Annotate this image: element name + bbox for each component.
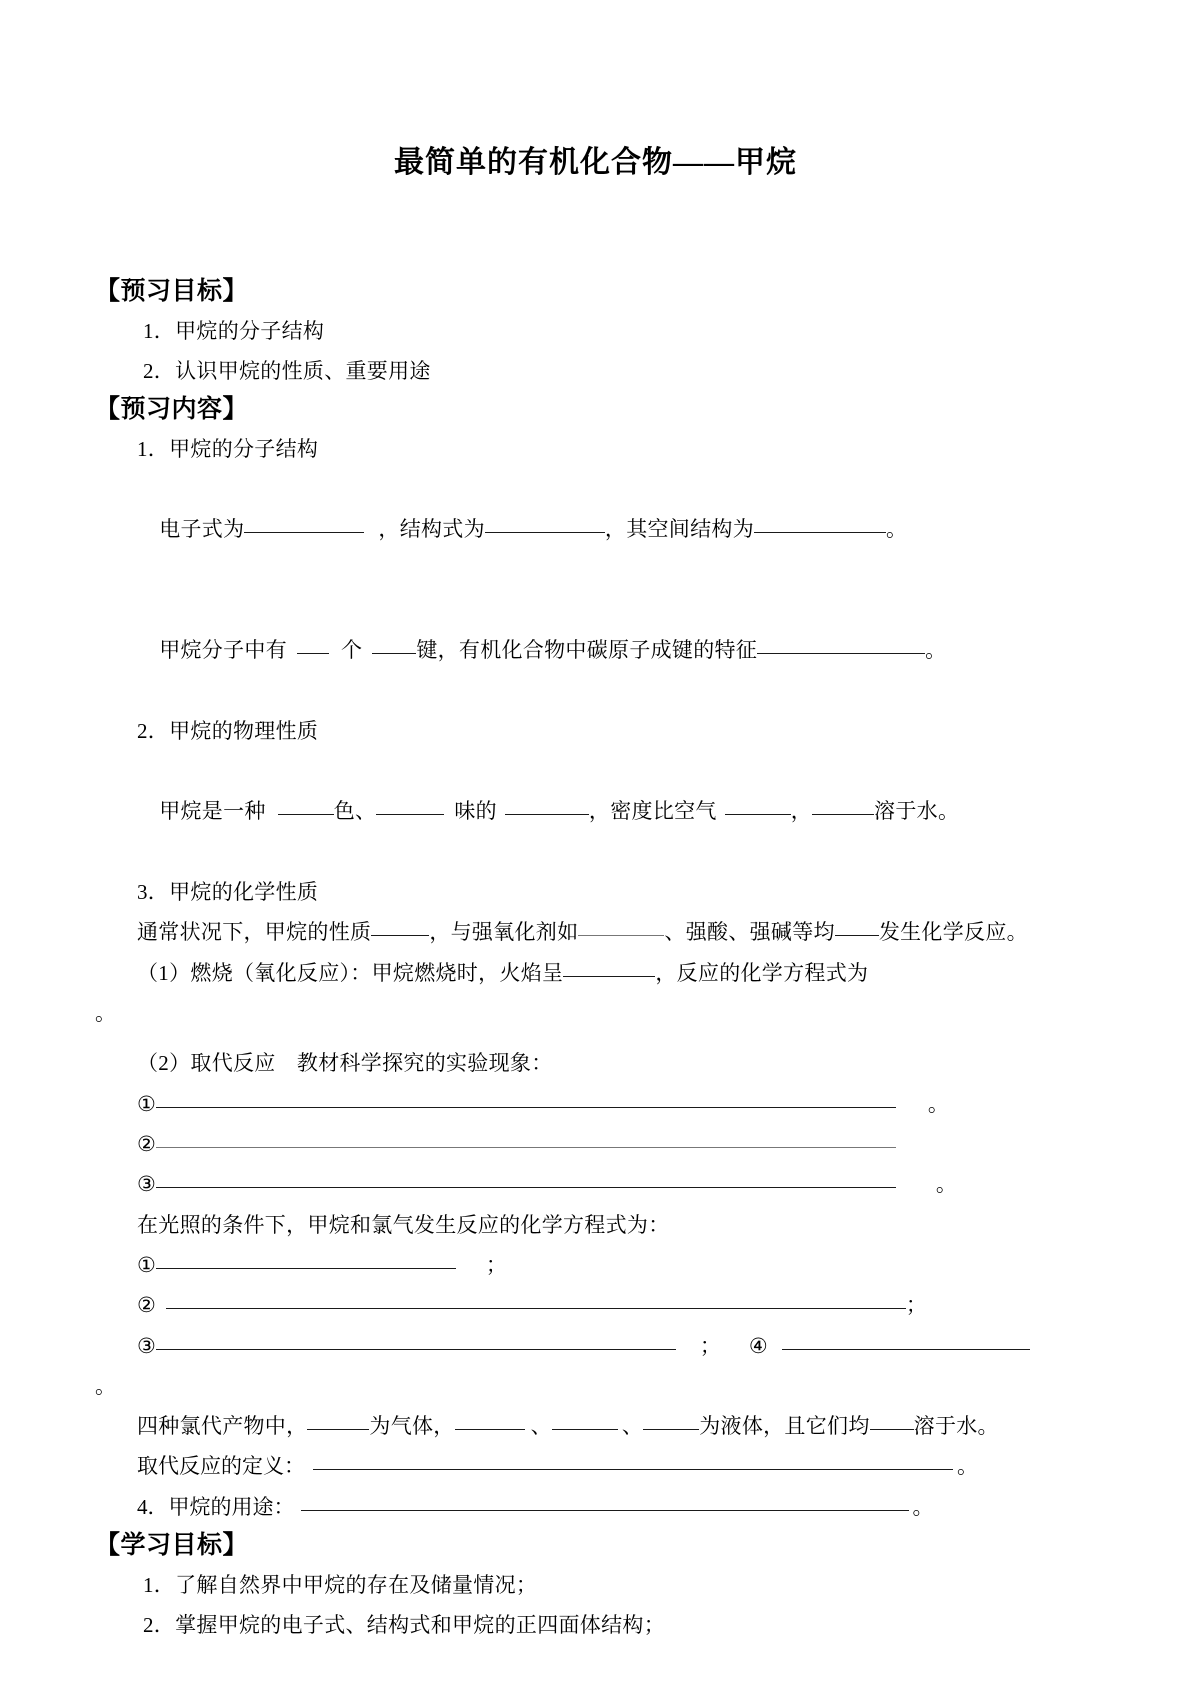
blank-chem-property[interactable] (371, 934, 429, 936)
usage-label: 4．甲烷的用途： (137, 1494, 295, 1519)
blank-spatial-structure-1[interactable] (754, 531, 802, 533)
equation-row-3 (95, 1326, 1096, 1366)
blank-phenomenon-1[interactable] (156, 1106, 896, 1108)
electron-formula-label-a: 电子式为 (159, 517, 245, 542)
usage-period: 。 (912, 1494, 934, 1519)
blank-equation-3[interactable] (156, 1348, 676, 1350)
blank-odor[interactable] (376, 813, 444, 815)
blank-bond-type[interactable] (372, 652, 416, 654)
blank-products-solubility[interactable] (870, 1428, 914, 1430)
content-item-1-title: 1．甲烷的分子结构 (137, 436, 319, 461)
phenomenon-marker-3: ③ (137, 1172, 156, 1197)
products-label-d: 、 (621, 1414, 644, 1439)
content-item-2-title: 2．甲烷的物理性质 (137, 718, 319, 743)
study-goal-item-1: 1．了解自然界中甲烷的存在及储量情况； (143, 1572, 538, 1597)
blank-flame-color[interactable] (563, 975, 655, 977)
blank-equation-1[interactable] (156, 1267, 456, 1269)
blank-liquid-product-2[interactable] (552, 1428, 618, 1430)
blank-equation-4[interactable] (782, 1348, 1030, 1350)
title-spacer (95, 181, 1096, 273)
equation-marker-1: ① (137, 1252, 156, 1277)
equations-period: 。 (95, 1373, 116, 1398)
products-label-a: 四种氯代产物中， (137, 1414, 308, 1439)
blank-substitution-definition[interactable] (313, 1468, 953, 1470)
electron-formula-label-c: ，其空间结构为 (604, 517, 755, 542)
chem-label-c: 、强酸、强碱等均 (664, 920, 835, 945)
blank-spatial-structure-2[interactable] (802, 531, 886, 533)
phys-label-b: 色、 (333, 799, 377, 824)
blank-structural-formula[interactable] (485, 531, 605, 533)
blank-oxidizer[interactable] (578, 934, 664, 936)
preview-goal-item-1: 1．甲烷的分子结构 (143, 318, 325, 343)
combustion-label-a: （1）燃烧（氧化反应）：甲烷燃烧时，火焰呈 (137, 960, 564, 985)
blank-gas-product[interactable] (307, 1428, 369, 1430)
products-label-b: 为气体， (369, 1414, 455, 1439)
products-paragraph (95, 1406, 1096, 1446)
products-label-f: 溶于水。 (913, 1414, 999, 1439)
bond-period: 。 (925, 638, 947, 663)
phys-label-f: 溶于水。 (874, 799, 960, 824)
page-title: 最简单的有机化合物——甲烷 (394, 146, 797, 179)
blank-liquid-product-3[interactable] (643, 1428, 699, 1430)
electron-formula-label-b: ，结构式为 (378, 517, 485, 542)
blank-state[interactable] (505, 813, 589, 815)
content-item-3-title: 3．甲烷的化学性质 (137, 880, 319, 905)
usage-row (95, 1487, 1096, 1527)
bond-count-line (95, 590, 1096, 711)
phenomenon-row-1 (95, 1084, 1096, 1124)
equation-tail-2: ； (905, 1293, 927, 1318)
preview-content-heading: 【预习内容】 (95, 396, 249, 424)
equation-tail-3: ； (699, 1333, 721, 1358)
phenomenon-row-3 (95, 1164, 1096, 1204)
blank-phenomenon-2[interactable] (156, 1146, 896, 1148)
blank-equation-2[interactable] (166, 1307, 906, 1309)
substitution-title: （2）取代反应 教材科学探究的实验现象： (137, 1051, 553, 1076)
blank-color[interactable] (278, 813, 334, 815)
blank-carbon-bond-feature[interactable] (757, 652, 925, 654)
blank-phenomenon-3[interactable] (156, 1186, 896, 1188)
combustion-paragraph (95, 953, 1096, 993)
phenomenon-tail-1: 。 (927, 1091, 949, 1116)
blank-density[interactable] (725, 813, 791, 815)
physical-properties-line (95, 751, 1096, 872)
definition-period: 。 (957, 1454, 978, 1479)
equation-row-1 (95, 1245, 1096, 1285)
blank-bond-count[interactable] (297, 652, 329, 654)
blank-liquid-product-1[interactable] (455, 1428, 525, 1430)
gap-before-substitution (95, 1033, 1096, 1043)
bond-label-c: 键，有机化合物中碳原子成键的特征 (416, 638, 758, 663)
blank-reaction-negation[interactable] (835, 934, 879, 936)
study-goals-heading: 【学习目标】 (95, 1532, 249, 1560)
combustion-period: 。 (95, 1001, 116, 1025)
phys-label-a: 甲烷是一种 (159, 799, 266, 824)
definition-row (95, 1446, 1096, 1486)
phys-label-d: ，密度比空气 (588, 799, 717, 824)
phenomenon-marker-1: ① (137, 1091, 156, 1116)
preview-goals-heading: 【预习目标】 (95, 278, 249, 305)
equation-marker-4: ④ (748, 1333, 768, 1358)
chem-label-b: ，与强氧化剂如 (429, 920, 579, 945)
chem-label-a: 通常状况下，甲烷的性质 (137, 920, 372, 945)
blank-methane-usage[interactable] (301, 1509, 909, 1511)
equation-marker-2: ② (137, 1293, 156, 1318)
blank-solubility[interactable] (812, 813, 874, 815)
phys-label-c: 味的 (454, 799, 497, 824)
electron-formula-line (95, 469, 1096, 590)
phys-label-e: ， (790, 799, 813, 824)
bond-label-b: 个 (341, 638, 363, 663)
combustion-label-b: ，反应的化学方程式为 (655, 960, 869, 985)
phenomenon-marker-2: ② (137, 1131, 156, 1156)
definition-label: 取代反应的定义： (137, 1454, 305, 1479)
electron-formula-period: 。 (886, 517, 908, 542)
preview-goal-item-2: 2．认识甲烷的性质、重要用途 (143, 358, 431, 383)
chem-label-d: 发生化学反应。 (878, 920, 1028, 945)
study-goal-item-2: 2．掌握甲烷的电子式、结构式和甲烷的正四面体结构； (143, 1612, 665, 1637)
equation-tail-1: ； (485, 1252, 507, 1277)
phenomenon-tail-3: 。 (935, 1172, 957, 1197)
bond-label-a: 甲烷分子中有 (159, 638, 288, 663)
products-label-c: 、 (530, 1414, 552, 1439)
equations-lead: 在光照的条件下，甲烷和氯气发生反应的化学方程式为： (137, 1212, 670, 1237)
blank-electron-formula[interactable] (244, 531, 364, 533)
phenomenon-row-2 (95, 1124, 1096, 1164)
chemical-properties-paragraph (95, 912, 1096, 952)
equation-row-2 (95, 1285, 1096, 1325)
products-label-e: 为液体，且它们均 (699, 1414, 870, 1439)
equation-marker-3: ③ (137, 1333, 156, 1358)
